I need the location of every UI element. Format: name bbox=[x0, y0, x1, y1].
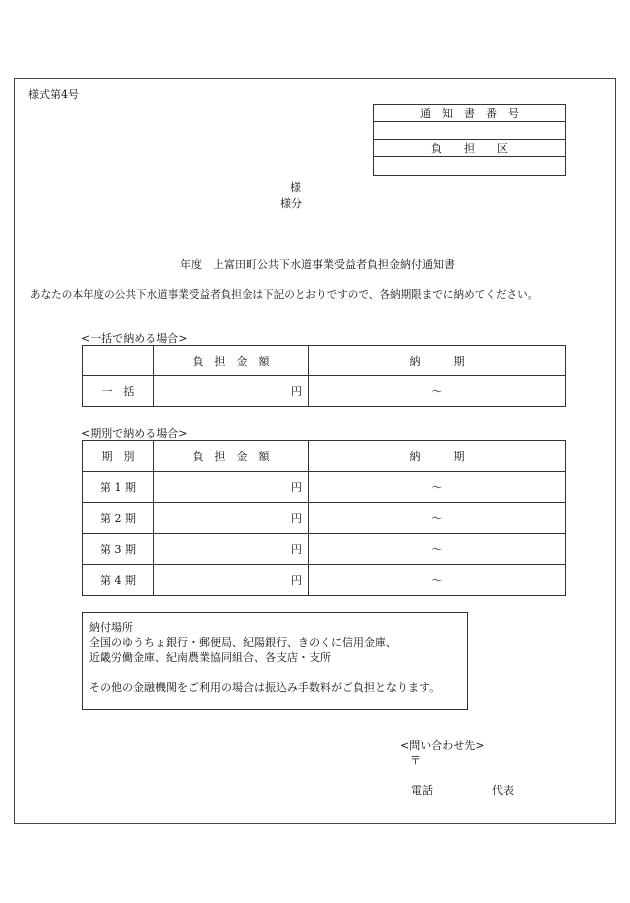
form-number: 様式第4号 bbox=[28, 88, 79, 101]
payment-places-note: その他の金融機関をご利用の場合は振込み手数料がご負担となります。 bbox=[89, 681, 441, 694]
lump-sum-caption: <一括で納める場合> bbox=[81, 332, 188, 345]
postal-mark: 〒 bbox=[410, 754, 421, 767]
installment-amount: 円 bbox=[154, 472, 309, 503]
installments-header-term: 期 別 bbox=[83, 441, 154, 472]
lump-sum-header-amount: 負 担 金 額 bbox=[154, 346, 309, 376]
main-line-label: 代表 bbox=[492, 784, 514, 797]
installments-header-amount: 負 担 金 額 bbox=[154, 441, 309, 472]
installments-table bbox=[82, 440, 566, 596]
installment-label: 第 4 期 bbox=[83, 565, 154, 596]
lump-sum-table bbox=[82, 345, 566, 407]
notice-box bbox=[373, 104, 566, 176]
payment-places-box bbox=[82, 612, 468, 710]
contact-heading: <問い合わせ先> bbox=[400, 739, 485, 752]
lump-sum-amount: 円 bbox=[154, 376, 309, 407]
installment-label: 第 3 期 bbox=[83, 534, 154, 565]
payment-places-line1: 全国のゆうちょ銀行・郵便局、紀陽銀行、きのくに信用金庫、 bbox=[89, 636, 397, 649]
installment-label: 第 2 期 bbox=[83, 503, 154, 534]
table-row bbox=[83, 503, 566, 534]
table-row bbox=[83, 472, 566, 503]
burden-area-label: 負 担 区 bbox=[374, 140, 566, 157]
installment-amount: 円 bbox=[154, 503, 309, 534]
lump-sum-header-blank bbox=[83, 346, 154, 376]
intro-text: あなたの本年度の公共下水道事業受益者負担金は下記のとおりですので、各納期限までに納めてください。 bbox=[30, 289, 539, 301]
lump-sum-header-period: 納 期 bbox=[309, 346, 566, 376]
installments-header-period: 納 期 bbox=[309, 441, 566, 472]
installment-period: ～ bbox=[309, 565, 566, 596]
table-row bbox=[83, 565, 566, 596]
payment-places-heading: 納付場所 bbox=[89, 621, 133, 634]
document-title: 年度 上富田町公共下水道事業受益者負担金納付通知書 bbox=[180, 258, 455, 271]
addressee-honorific: 様 bbox=[290, 181, 301, 194]
phone-label: 電話 bbox=[411, 784, 433, 797]
installment-period: ～ bbox=[309, 534, 566, 565]
notice-number-label: 通 知 書 番 号 bbox=[374, 105, 566, 122]
table-row bbox=[83, 376, 566, 407]
installment-label: 第 1 期 bbox=[83, 472, 154, 503]
installment-period: ～ bbox=[309, 472, 566, 503]
notice-number-value bbox=[374, 122, 566, 140]
installment-period: ～ bbox=[309, 503, 566, 534]
lump-sum-label: 一 括 bbox=[83, 376, 154, 407]
installments-caption: <期別で納める場合> bbox=[81, 427, 188, 440]
installment-amount: 円 bbox=[154, 565, 309, 596]
burden-area-value bbox=[374, 157, 566, 176]
addressee-honorific-share: 様分 bbox=[280, 197, 302, 210]
payment-places-line2: 近畿労働金庫、紀南農業協同組合、各支店・支所 bbox=[89, 651, 331, 664]
table-row bbox=[83, 534, 566, 565]
installment-amount: 円 bbox=[154, 534, 309, 565]
lump-sum-period: ～ bbox=[309, 376, 566, 407]
